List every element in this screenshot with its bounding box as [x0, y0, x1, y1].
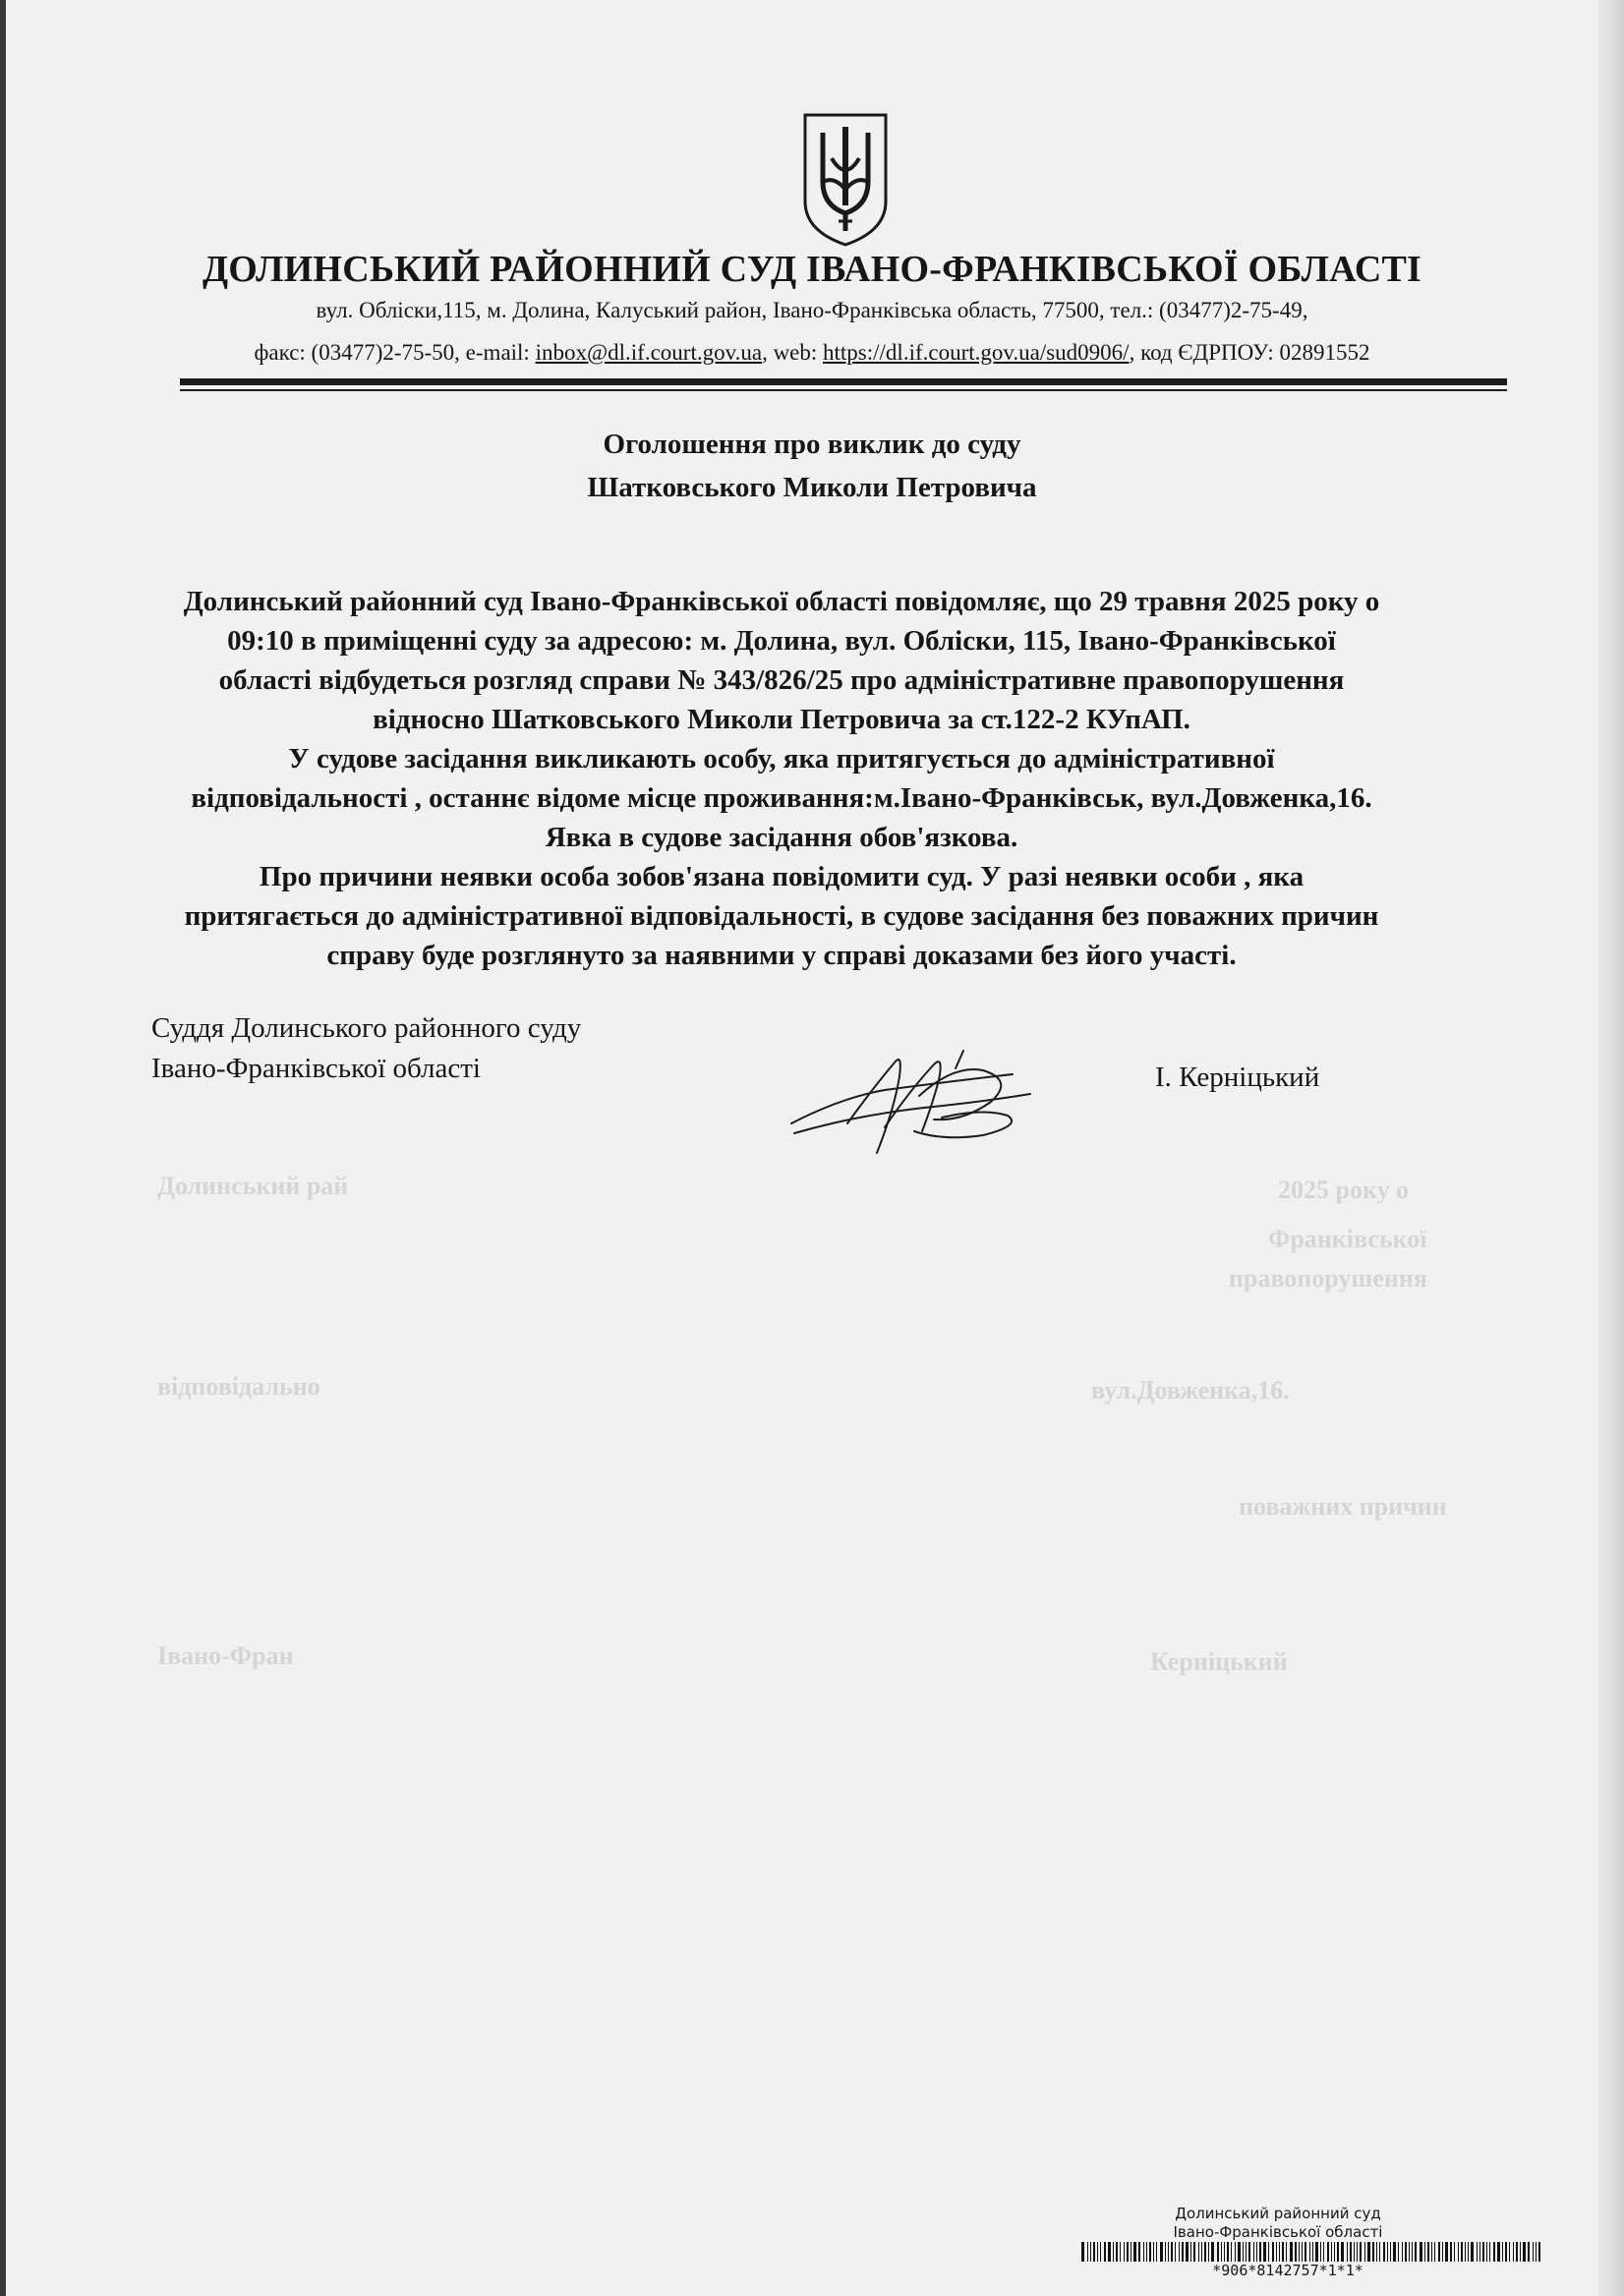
barcode-bar [1402, 2242, 1403, 2262]
barcode-bar [1227, 2242, 1229, 2262]
body-line: Явка в судове засідання обов'язкова. [545, 822, 1018, 853]
barcode-bar [1235, 2242, 1236, 2262]
barcode-bar [1398, 2242, 1399, 2262]
body-line: справу буде розглянуто за наявними у справі доказами без його участі. [326, 940, 1237, 971]
barcode-bar [1238, 2242, 1241, 2262]
barcode-bar [1193, 2242, 1195, 2262]
barcode-bar [1536, 2242, 1537, 2262]
barcode-bar [1320, 2242, 1321, 2262]
barcode-bar [1231, 2242, 1232, 2262]
barcode-bar [1420, 2242, 1422, 2262]
barcode-bar [1175, 2242, 1176, 2262]
barcode-bar [1256, 2242, 1257, 2262]
barcode-bar [1497, 2242, 1500, 2262]
web-label: , web: [762, 340, 824, 365]
barcode-bar [1204, 2242, 1206, 2262]
barcode-bar [1434, 2242, 1435, 2262]
barcode-bar [1259, 2242, 1261, 2262]
barcode-bar [1153, 2242, 1154, 2262]
barcode-bar [1376, 2242, 1377, 2262]
barcode-bar [1198, 2242, 1199, 2262]
barcode-bar [1489, 2242, 1490, 2262]
barcode-bar [1221, 2242, 1222, 2262]
barcode-bar [1143, 2242, 1144, 2262]
barcode-bar [1182, 2242, 1184, 2262]
barcode-bar [1482, 2242, 1484, 2262]
barcode-bar [1323, 2242, 1324, 2262]
barcode-bar [1354, 2242, 1355, 2262]
barcode-bar [1412, 2242, 1413, 2262]
barcode-bar [1465, 2242, 1466, 2262]
barcode-bar [1133, 2242, 1136, 2262]
barcode-bar [1438, 2242, 1440, 2262]
email-link[interactable]: inbox@dl.if.court.gov.ua [535, 340, 763, 365]
barcode-bar [1528, 2242, 1530, 2262]
court-address: вул. Обліски,115, м. Долина, Калуський район, Івано-Франківська область, 77500, тел.: (03477)2-75-49, [316, 298, 1308, 322]
barcode-bar [1097, 2242, 1098, 2262]
barcode-bar [1523, 2242, 1526, 2262]
barcode-bar [1302, 2242, 1303, 2262]
barcode-bar [1171, 2242, 1173, 2262]
header-divider-thin [180, 389, 1507, 391]
barcode-bar [1243, 2242, 1244, 2262]
barcode-bar [1516, 2242, 1518, 2262]
stamp-court-name: Долинський районний суд [1175, 2205, 1381, 2222]
judge-title-line-1: Суддя Долинського районного суду [151, 1012, 582, 1044]
barcode-bar [1533, 2242, 1534, 2262]
barcode-bar [1445, 2242, 1448, 2262]
barcode-bar [1309, 2242, 1310, 2262]
barcode-number: *906*8142757*1*1* [1212, 2262, 1363, 2279]
body-line: Про причини неявки особа зобов'язана повідомити суд. У разі неявки особи , яка [259, 861, 1305, 892]
barcode-bar [1424, 2242, 1425, 2262]
barcode-icon [1081, 2242, 1543, 2262]
barcode-bar [1290, 2242, 1293, 2262]
notice-body [128, 582, 1435, 975]
barcode-bar [1405, 2242, 1407, 2262]
barcode-bar [1471, 2242, 1474, 2262]
barcode-bar [1113, 2242, 1114, 2262]
barcode-bar [1520, 2242, 1521, 2262]
barcode-bar [1246, 2242, 1247, 2262]
barcode-bar [1186, 2242, 1189, 2262]
stamp-region: Івано-Франківської області [1173, 2223, 1383, 2241]
barcode-bar [1364, 2242, 1365, 2262]
barcode-bar [1286, 2242, 1287, 2262]
barcode-bar [1468, 2242, 1469, 2262]
barcode-bar [1165, 2242, 1166, 2262]
barcode-bar [1350, 2242, 1352, 2262]
barcode-bar [1538, 2242, 1540, 2262]
barcode-bar [1415, 2242, 1417, 2262]
barcode-bar [1513, 2242, 1514, 2262]
barcode-bar [1372, 2242, 1374, 2262]
notice-title: Оголошення про виклик до суду [603, 429, 1021, 460]
barcode-bar [1120, 2242, 1121, 2262]
barcode-bar [1450, 2242, 1452, 2262]
barcode-bar [1331, 2242, 1332, 2262]
barcode-bar [1279, 2242, 1280, 2262]
judge-title-line-2: Івано-Франківської області [151, 1053, 481, 1084]
coat-of-arms-icon [801, 111, 890, 249]
barcode-bar [1253, 2242, 1254, 2262]
barcode-bar [1357, 2242, 1358, 2262]
barcode-bar [1100, 2242, 1101, 2262]
court-name: ДОЛИНСЬКИЙ РАЙОННИЙ СУД ІВАНО-ФРАНКІВСЬКОЇ ОБЛАСТІ [202, 249, 1422, 290]
fax-label: факс: (03477)2-75-50, e-mail: [254, 340, 536, 365]
barcode-bar [1327, 2242, 1329, 2262]
body-line: У судове засідання викликають особу, яка притягується до адміністративної [288, 743, 1275, 775]
barcode-bar [1116, 2242, 1118, 2262]
barcode-bar [1427, 2242, 1429, 2262]
barcode-bar [1138, 2242, 1140, 2262]
barcode-bar [1179, 2242, 1180, 2262]
barcode-bar [1360, 2242, 1362, 2262]
barcode-bar [1124, 2242, 1125, 2262]
header-divider [180, 378, 1507, 385]
barcode-bar [1477, 2242, 1478, 2262]
barcode-bar [1486, 2242, 1487, 2262]
barcode-bar [1337, 2242, 1339, 2262]
barcode-bar [1248, 2242, 1250, 2262]
barcode-bar [1168, 2242, 1169, 2262]
barcode-bar [1201, 2242, 1202, 2262]
barcode-bar [1442, 2242, 1443, 2262]
barcode-bar [1081, 2242, 1084, 2262]
barcode-bar [1087, 2242, 1088, 2262]
barcode-bar [1461, 2242, 1463, 2262]
edrpou-label: , код ЄДРПОУ: 02891552 [1129, 340, 1370, 365]
barcode-bar [1104, 2242, 1106, 2262]
barcode-bar [1479, 2242, 1480, 2262]
barcode-bar [1315, 2242, 1318, 2262]
barcode-bar [1505, 2242, 1507, 2262]
barcode-bar [1305, 2242, 1306, 2262]
barcode-bar [1146, 2242, 1147, 2262]
notice-subject: Шатковського Миколи Петровича [587, 472, 1037, 503]
body-line: відповідальності , останнє відоме місце проживання:м.Івано-Франківськ, вул.Довженка,16. [191, 782, 1372, 814]
barcode-bar [1090, 2242, 1091, 2262]
body-line: притягається до адміністративної відповідальності, в судове засідання без поважних причин [184, 900, 1379, 932]
barcode-bar [1383, 2242, 1385, 2262]
barcode-bar [1268, 2242, 1269, 2262]
barcode-bar [1217, 2242, 1219, 2262]
barcode-bar [1299, 2242, 1300, 2262]
barcode-bar [1276, 2242, 1277, 2262]
barcode-bar [1312, 2242, 1313, 2262]
barcode-bar [1190, 2242, 1191, 2262]
barcode-bar [1282, 2242, 1284, 2262]
barcode-bar [1211, 2242, 1214, 2262]
barcode-bar [1334, 2242, 1335, 2262]
barcode-bar [1341, 2242, 1344, 2262]
website-link[interactable]: https://dl.if.court.gov.ua/sud0906/ [823, 340, 1130, 365]
barcode-bar [1156, 2242, 1157, 2262]
body-line: відносно Шатковського Миколи Петровича за ст.122-2 КУпАП. [373, 704, 1190, 735]
barcode-bar [1347, 2242, 1348, 2262]
barcode-bar [1431, 2242, 1432, 2262]
barcode-bar [1409, 2242, 1410, 2262]
handwritten-signature-icon [786, 1037, 1037, 1160]
barcode-bar [1224, 2242, 1225, 2262]
body-line: Долинський районний суд Івано-Франківської області повідомляє, що 29 травня 2025 року о [183, 586, 1380, 617]
barcode-bar [1108, 2242, 1111, 2262]
judge-name: І. Керніцький [1155, 1062, 1320, 1093]
barcode-bar [1379, 2242, 1380, 2262]
barcode-bar [1458, 2242, 1459, 2262]
court-contacts [0, 340, 1624, 366]
barcode-bar [1093, 2242, 1095, 2262]
body-line: області відбудеться розгляд справи № 343/826/25 про адміністративне правопорушення [218, 664, 1345, 696]
barcode-bar [1390, 2242, 1391, 2262]
barcode-bar [1387, 2242, 1388, 2262]
barcode-bar [1295, 2242, 1297, 2262]
body-line: 09:10 в приміщенні суду за адресою: м. Долина, вул. Обліски, 115, Івано-Франківської [227, 625, 1336, 657]
barcode-bar [1127, 2242, 1129, 2262]
barcode-bar [1160, 2242, 1163, 2262]
barcode-bar [1272, 2242, 1274, 2262]
barcode-bar [1454, 2242, 1455, 2262]
barcode-bar [1149, 2242, 1151, 2262]
barcode-bar [1502, 2242, 1503, 2262]
barcode-bar [1208, 2242, 1209, 2262]
barcode-bar [1493, 2242, 1495, 2262]
barcode-bar [1367, 2242, 1370, 2262]
barcode-bar [1509, 2242, 1510, 2262]
barcode-bar [1263, 2242, 1266, 2262]
barcode-bar [1393, 2242, 1396, 2262]
document-page: Долинський рай 2025 року о Франківської правопорушення відповідально вул.Довженка,16. поважних причин Івано-Фран Керніцький ДОЛИНСЬКИЙ РАЙОННИЙ СУД ІВАНО-ФРАНКІВСЬКОЇ ОБЛАСТІ вул. Обліски,115, м. Долина, Калуський район, Івано-Франківська область, 77500, тел.: (03477)2-75-49, факс: (03477)2-75-50, e-mail: inbox@dl.if.court.gov.ua, web: https://dl.if.court.gov.ua/sud0906/, код ЄДРПОУ: 02891552 Оголошення про виклик до суду Шатковського Миколи Петровича Долинський районний суд Івано-Франківської області повідомляє, що 29 травня 2025 року о 09:10 в приміщенні суду за адресою: м. Долина, вул. Обліски, 115, Івано-Франківської області відбудеться розгляд справи № 343/826/25 про адміністративне правопорушення відносно Шатковського Миколи Петровича за ст.122-2 КУпАП. У судове засідання викликають особу, яка притягується до адміністративної відповідальності , останнє відоме місце проживання:м.Івано-Франківськ, вул.Довженка,16. Явка в судове засідання обов'язкова. Про причини неявки особа зобов'язана повідомити суд. У разі неявки особи , яка притягається до адміністративної відповідальності, в судове засідання без поважних причин справу буде розглянуто за наявними у справі доказами без його участі. Суддя Долинського районного суду Івано-Франківської області І. Керніцький Долинський районний суд Івано-Франківської області *906*8142757*1*1* [0, 0, 1624, 2296]
